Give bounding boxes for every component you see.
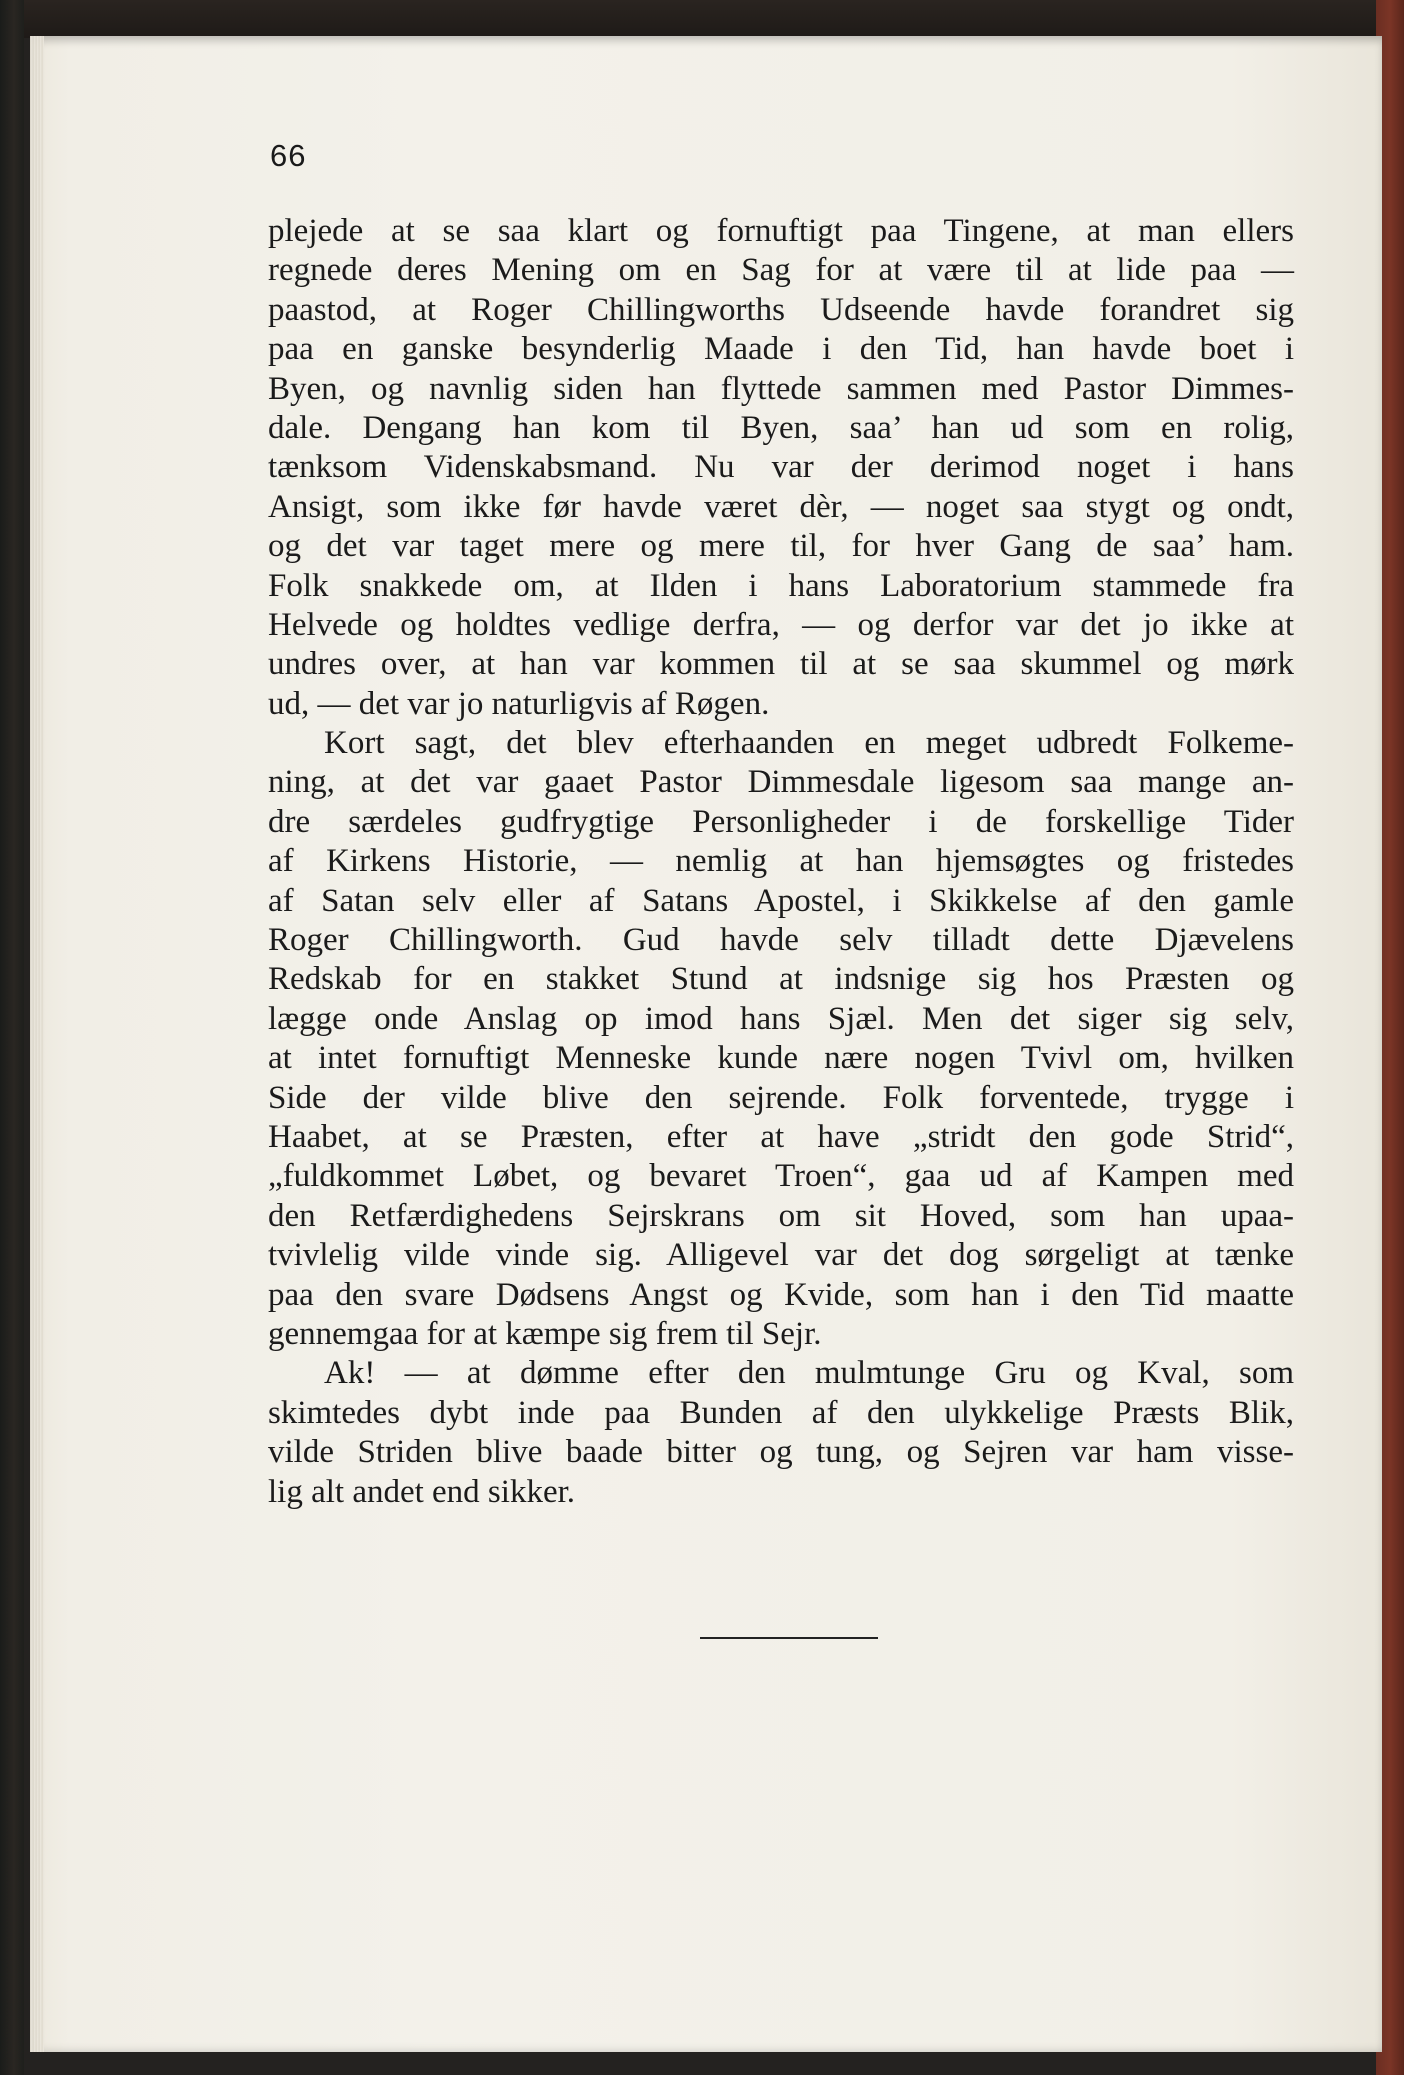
body-text [268, 212, 1294, 1512]
text-line: ud, — det var jo naturligvis af Røgen. [268, 685, 770, 722]
text-line: vilde Striden blive baade bitter og tung, og Sejren var ham visse- [268, 1434, 1294, 1471]
end-of-chapter-rule [700, 1637, 878, 1639]
text-line: paa en ganske besynderlig Maade i den Tid, han havde boet i [268, 331, 1294, 368]
text-line: Helvede og holdtes vedlige derfra, — og derfor var det jo ikke at [268, 606, 1294, 643]
text-line: tvivlelig vilde vinde sig. Alligevel var det dog sørgeligt at tænke [268, 1237, 1294, 1274]
text-line: af Kirkens Historie, — nemlig at han hjemsøgtes og fristedes [268, 843, 1294, 880]
text-line: at intet fornuftigt Menneske kunde nære nogen Tvivl om, hvilken [268, 1040, 1294, 1077]
text-line: tænksom Videnskabsmand. Nu var der derimod noget i hans [268, 449, 1294, 486]
text-line: Byen, og navnlig siden han flyttede sammen med Pastor Dimmes- [268, 370, 1294, 407]
text-line: ning, at det var gaaet Pastor Dimmesdale ligesom saa mange an- [268, 764, 1294, 801]
text-line: undres over, at han var kommen til at se saa skummel og mørk [268, 646, 1294, 683]
text-line: „fuldkommet Løbet, og bevaret Troen“, gaa ud af Kampen med [268, 1158, 1294, 1195]
text-line: dre særdeles gudfrygtige Personligheder i de forskellige Tider [268, 803, 1294, 840]
text-line: Ansigt, som ikke før havde været dèr, — noget saa stygt og ondt, [268, 488, 1294, 525]
text-line: den Retfærdighedens Sejrskrans om sit Hoved, som han upaa- [268, 1197, 1294, 1234]
text-line: gennemgaa for at kæmpe sig frem til Sejr. [268, 1315, 822, 1352]
text-line: Ak! — at dømme efter den mulmtunge Gru og Kval, som [324, 1355, 1294, 1392]
text-line: Side der vilde blive den sejrende. Folk forventede, trygge i [268, 1079, 1294, 1116]
text-line: plejede at se saa klart og fornuftigt paa Tingene, at man ellers [268, 213, 1294, 249]
text-line: paastod, at Roger Chillingworths Udseende havde forandret sig [268, 291, 1294, 328]
page-number: 66 [270, 138, 307, 173]
text-line: Redskab for en stakket Stund at indsnige sig hos Præsten og [268, 961, 1294, 998]
text-line: og det var taget mere og mere til, for hver Gang de saa’ ham. [268, 528, 1294, 565]
text-line: Folk snakkede om, at Ilden i hans Laboratorium stammede fra [268, 567, 1294, 604]
text-line: af Satan selv eller af Satans Apostel, i Skikkelse af den gamle [268, 882, 1294, 919]
text-line: Haabet, at se Præsten, efter at have „stridt den gode Strid“, [268, 1118, 1294, 1155]
text-line: Kort sagt, det blev efterhaanden en meget udbredt Folkeme- [324, 725, 1294, 762]
text-line: regnede deres Mening om en Sag for at være til at lide paa — [268, 252, 1294, 289]
text-line: paa den svare Dødsens Angst og Kvide, som han i den Tid maatte [268, 1276, 1294, 1313]
text-line: lig alt andet end sikker. [268, 1473, 576, 1510]
text-line: dale. Dengang han kom til Byen, saa’ han ud som en rolig, [268, 409, 1294, 446]
text-line: Roger Chillingworth. Gud havde selv tilladt dette Djævelens [268, 922, 1294, 959]
text-line: lægge onde Anslag op imod hans Sjæl. Men det siger sig selv, [268, 1000, 1294, 1037]
page-edges [30, 36, 44, 2052]
text-line: skimtedes dybt inde paa Bunden af den ulykkelige Præsts Blik, [268, 1394, 1294, 1431]
